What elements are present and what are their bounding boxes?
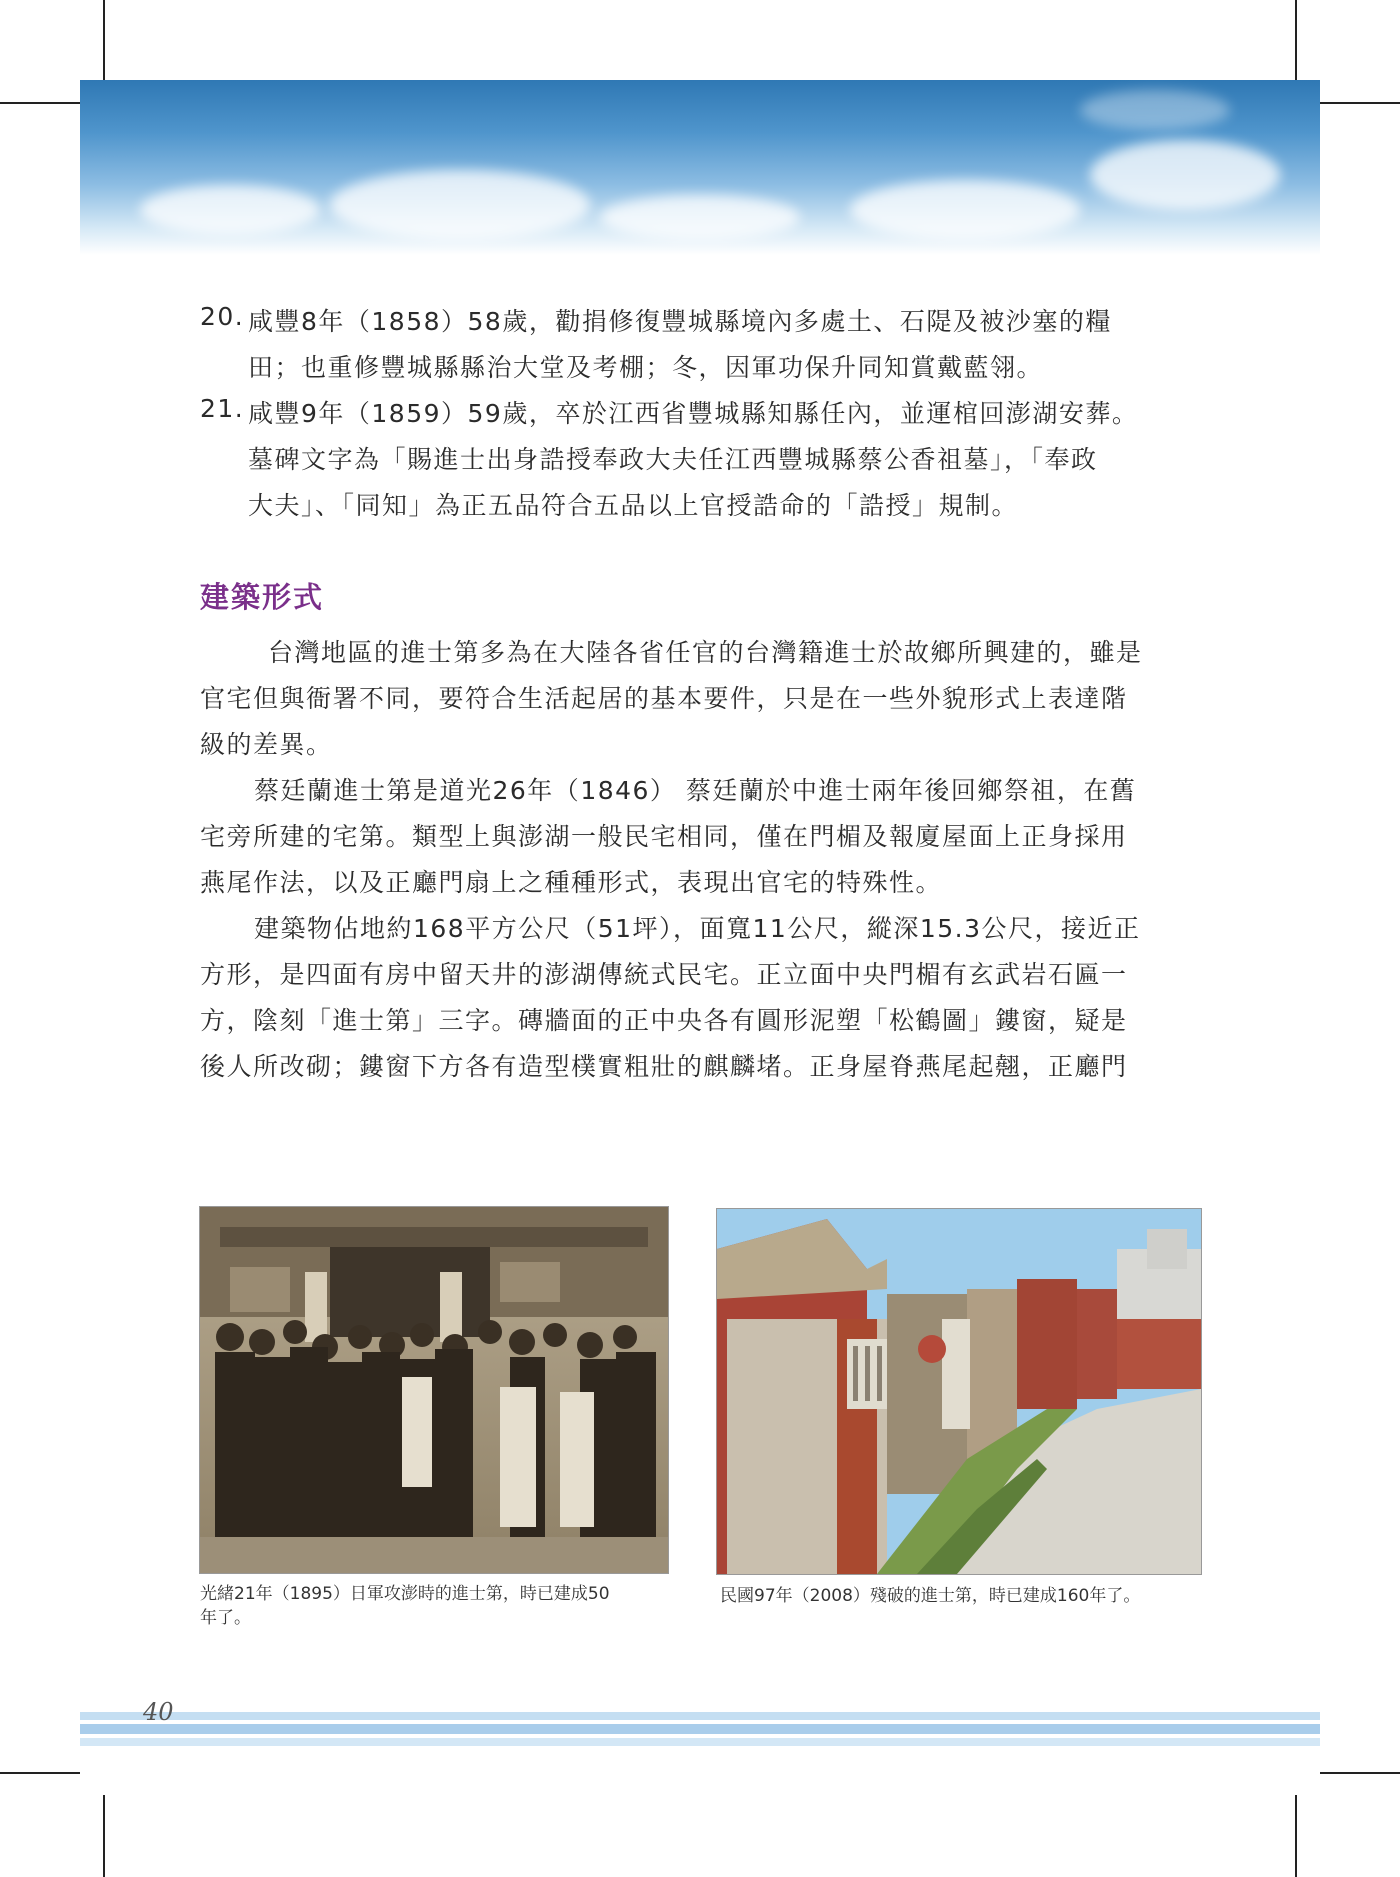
list-item-number: 21.	[200, 394, 245, 423]
paragraph-line: 台灣地區的進士第多為在大陸各省任官的台灣籍進士於故鄉所興建的，雖是	[268, 638, 1143, 667]
crop-mark-bottom-left-v	[103, 1795, 105, 1877]
list-item-line: 田；也重修豐城縣縣治大堂及考棚；冬，因軍功保升同知賞戴藍翎。	[248, 353, 1044, 382]
caption-line: 年了。	[200, 1608, 251, 1628]
figure-caption	[200, 1582, 680, 1630]
footer-stripe	[80, 1712, 1320, 1720]
list-item-line: 咸豐9年（1859）59歲，卒於江西省豐城縣知縣任內，並運棺回澎湖安葬。	[248, 399, 1139, 428]
footer-stripe	[80, 1724, 1320, 1734]
list-item-line: 墓碑文字為「賜進士出身誥授奉政大夫任江西豐城縣蔡公香祖墓」，「奉政	[248, 445, 1098, 474]
paragraph-line: 方形，是四面有房中留天井的澎湖傳統式民宅。正立面中央門楣有玄武岩石匾一	[200, 960, 1128, 989]
list-item-line: 咸豐8年（1858）58歲，勸捐修復豐城縣境內多處土、石隄及被沙塞的糧	[248, 307, 1112, 336]
paragraph-line: 燕尾作法，以及正廳門扇上之種種形式，表現出官宅的特殊性。	[200, 868, 943, 897]
crop-mark-bottom-left-h	[0, 1772, 80, 1774]
caption-line: 民國97年（2008）殘破的進士第，時已建成160年了。	[720, 1586, 1141, 1606]
section-heading: 建築形式	[200, 580, 325, 614]
crop-mark-top-left-v	[103, 0, 105, 80]
caption-line: 光緒21年（1895）日軍攻澎時的進士第，時已建成50	[200, 1584, 610, 1604]
list-item-line: 大夫」、「同知」為正五品符合五品以上官授誥命的「誥授」規制。	[248, 491, 1019, 520]
crop-mark-top-right-h	[1320, 102, 1400, 104]
historical-photo-1895	[199, 1206, 669, 1574]
footer-stripe	[80, 1738, 1320, 1746]
crop-mark-bottom-right-v	[1295, 1795, 1297, 1877]
paragraph-line: 方，陰刻「進士第」三字。磚牆面的正中央各有圓形泥塑「松鶴圖」鏤窗，疑是	[200, 1006, 1128, 1035]
paragraph-line: 官宅但與衙署不同，要符合生活起居的基本要件，只是在一些外貌形式上表達階	[200, 684, 1128, 713]
list-item-number: 20.	[200, 302, 245, 331]
page-number: 40	[143, 1698, 174, 1726]
paragraph-line: 宅旁所建的宅第。類型上與澎湖一般民宅相同，僅在門楣及報廈屋面上正身採用	[200, 822, 1128, 851]
paragraph-line: 級的差異。	[200, 730, 333, 759]
paragraph-line: 蔡廷蘭進士第是道光26年（1846） 蔡廷蘭於中進士兩年後回鄉祭祖，在舊	[254, 776, 1137, 805]
modern-photo-2008	[716, 1208, 1202, 1575]
crop-mark-bottom-right-h	[1320, 1772, 1400, 1774]
crop-mark-top-right-v	[1295, 0, 1297, 80]
figure-caption	[720, 1584, 1200, 1608]
sky-header-banner	[80, 80, 1320, 255]
paragraph-line: 後人所改砌；鏤窗下方各有造型樸實粗壯的麒麟堵。正身屋脊燕尾起翹，正廳門	[200, 1052, 1128, 1081]
crop-mark-top-left-h	[0, 102, 80, 104]
paragraph-line: 建築物佔地約168平方公尺（51坪），面寬11公尺，縱深15.3公尺，接近正	[254, 914, 1141, 943]
